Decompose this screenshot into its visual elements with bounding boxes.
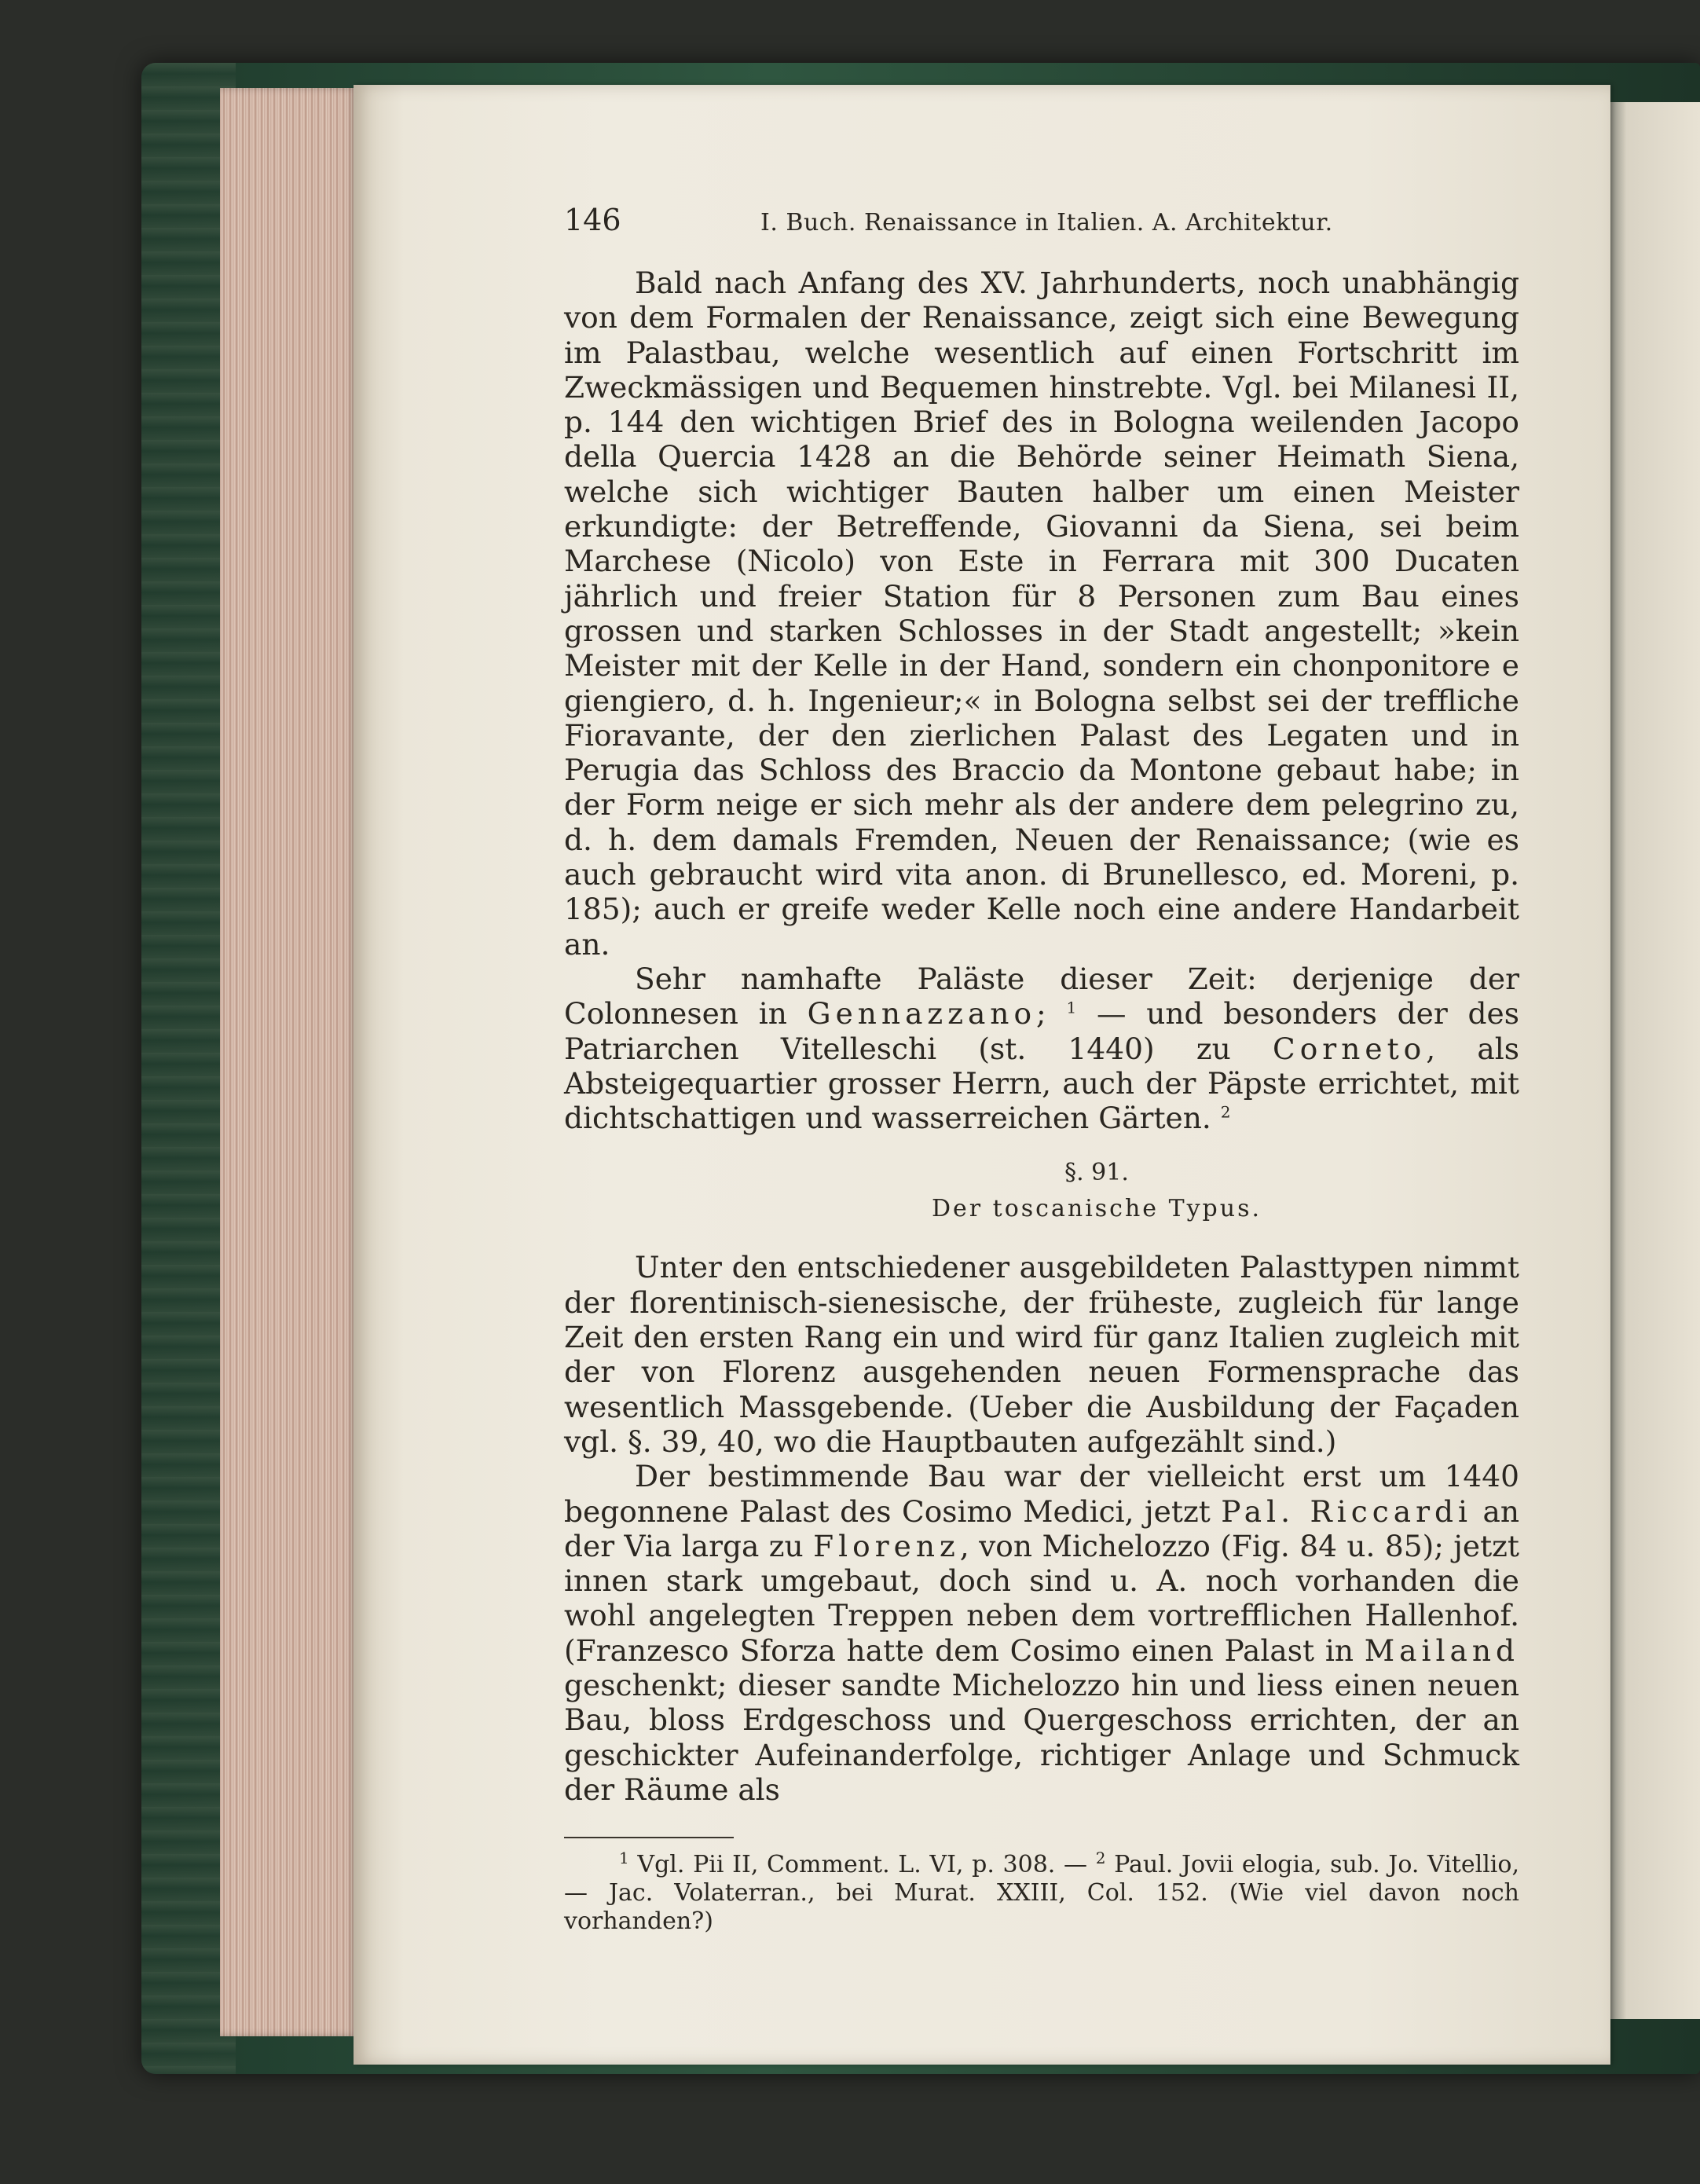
footnote-rule (564, 1837, 734, 1838)
text-run: , als Absteigequartier grosser Herrn, auch der Päpste errichtet, mit dichtschattigen und wasserreichen Gärten. (564, 1031, 1519, 1136)
section-number: §. 91. (1064, 1159, 1129, 1187)
page-content (564, 203, 1519, 1936)
text-run: — und besonders der des Patriarchen Vitelleschi (st. 1440) zu (564, 996, 1519, 1066)
paragraph-2 (564, 962, 1519, 1135)
paragraph-4 (564, 1459, 1519, 1807)
city-name: Florenz (813, 1528, 960, 1563)
footnote-marker: 2 (1095, 1849, 1106, 1868)
text-run: an der Via larga zu (564, 1493, 1519, 1563)
section-title: Der toscanische Typus. (931, 1195, 1262, 1223)
running-title: I. Buch. Renaissance in Italien. A. Architektur. (760, 209, 1333, 236)
footnote-marker: 1 (619, 1849, 629, 1868)
text-run: Der bestimmende Bau war der vielleicht erst um 1440 begonnene Palast des Cosimo Medici, jetzt (564, 1459, 1519, 1529)
facing-page-edge (1610, 102, 1700, 2019)
text-run: , von Michelozzo (Fig. 84 u. 85); jetzt innen stark umgebaut, doch sind u. A. noch vorhanden die wohl angelegten Treppen neben dem vortrefflichen Hallenhof. (Franzesco Sforza hatte dem Cosimo einen Palast in (564, 1528, 1520, 1668)
paragraph-1: Bald nach Anfang des XV. Jahrhunderts, noch unabhängig von dem Formalen der Renaissance, zeigt sich eine Bewegung im Palastbau, welche wesentlich auf einen Fortschritt im Zweckmässigen und Bequemen hinstrebte. Vgl. bei Milanesi II, p. 144 den wichtigen Brief des in Bologna weilenden Jacopo della Quercia 1428 an die Behörde seiner Heimath Siena, welche sich wichtiger Bauten halber um einen Meister erkundigte: der Betreffende, Giovanni da Siena, sei beim Marchese (Nicolo) von Este in Ferrara mit 300 Ducaten jährlich und freier Station für 8 Personen zum Bau eines grossen und starken Schlosses in der Stadt angestellt; »kein Meister mit der Kelle in der Hand, sondern ein chonponitore e giengiero, d. h. Ingenieur;« in Bologna selbst sei der treffliche Fioravante, der den zierlichen Palast des Legaten und in Perugia das Schloss des Braccio da Montone gebaut habe; in der Form neige er sich mehr als der andere dem pelegrino zu, d. h. dem damals Fremden, Neuen der Renaissance; (wie es auch gebraucht wird vita anon. di Brunellesco, ed. Moreni, p. 185); auch er greife weder Kelle noch eine andere Handarbeit an. (564, 266, 1519, 962)
place-name: Corneto (1273, 1031, 1427, 1066)
text-run: geschenkt; dieser sandte Michelozzo hin und liess einen neuen Bau, bloss Erdgeschoss und Quergeschoss errichten, der an geschickter Aufeinanderfolge, richtiger Anlage und Schmuck der Räume als (564, 1667, 1519, 1807)
page-number: 146 (564, 203, 621, 237)
running-head (564, 203, 1519, 242)
footnotes (564, 1851, 1519, 1936)
text-run: Sehr namhafte Paläste dieser Zeit: derjenige der Colonnesen in (564, 961, 1519, 1032)
footnote-text: Vgl. Pii II, Comment. L. VI, p. 308. — (637, 1851, 1096, 1879)
paragraph-3: Unter den entschiedener ausgebildeten Palasttypen nimmt der florentinisch-sienesische, der früheste, zugleich für lange Zeit den ersten Rang ein und wird für ganz Italien zugleich mit der von Florenz ausgehenden neuen Formensprache das wesentlich Massgebende. (Ueber die Ausbildung der Façaden vgl. §. 39, 40, wo die Hauptbauten aufgezählt sind.) (564, 1250, 1519, 1459)
text-run: ; (1036, 996, 1067, 1032)
footnote-text: Paul. Jovii elogia, sub. Jo. Vitellio, — Jac. Volaterran., bei Murat. XXIII, Col. 152. (Wie viel davon noch vorhanden?) (564, 1851, 1519, 1936)
footnote-marker: 1 (1066, 998, 1077, 1017)
page-edges (220, 88, 357, 2036)
place-name: Gennazzano (807, 996, 1037, 1032)
footnote-marker: 2 (1220, 1102, 1231, 1122)
city-name: Mailand (1364, 1633, 1519, 1668)
building-name: Pal. Riccardi (1221, 1493, 1473, 1529)
